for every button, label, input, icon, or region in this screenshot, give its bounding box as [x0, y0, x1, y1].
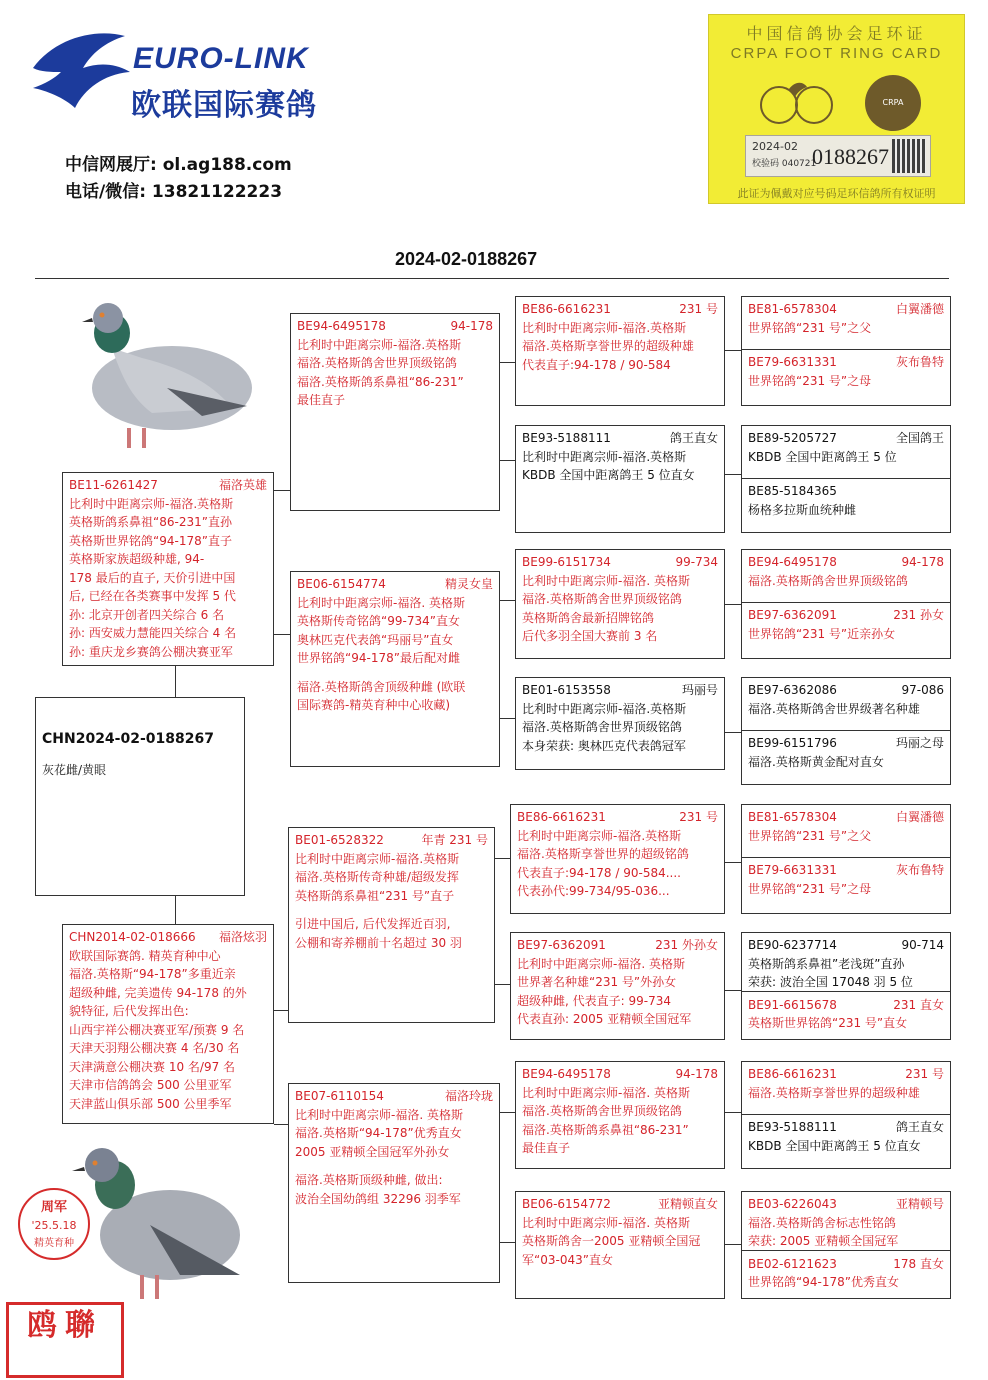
ring-number-box [745, 135, 931, 177]
ancestor-name: 灰布鲁特 [895, 863, 944, 877]
ancestor-note: 引进中国后, 后代发挥近百羽, [295, 917, 451, 931]
ancestor-line: 世界铭鸽“94-178”优秀直女 [748, 1275, 899, 1289]
ancestor-ring: BE99-6151734 [522, 555, 611, 569]
stamp-label: 精英育种 [34, 1238, 74, 1249]
ancestor-line: 超级种雌, 代表直子: 99-734 [517, 993, 671, 1008]
ancestor-line: 代表直子:94-178 / 90-584.... [517, 865, 681, 880]
ancestor-line: 世界铭鸽“94-178”最后配对雌 [297, 651, 460, 665]
ancestor-line: 福洛.英格斯传奇种雄/超级发挥 [295, 870, 459, 884]
ancestor-name: 白翼潘德 [895, 810, 944, 824]
connector [725, 862, 741, 863]
red-seal: 鸥聯 [6, 1302, 124, 1378]
ancestor-line: 代表直子:94-178 / 90-584 [522, 357, 671, 372]
gen4-pair-box [741, 549, 951, 659]
ancestor-name: 97-086 [901, 683, 944, 697]
qr-code-icon [892, 139, 926, 173]
ancestor-name: 福洛玲珑 [444, 1089, 493, 1103]
connector [725, 350, 741, 351]
ancestor-name: 玛丽之母 [895, 736, 944, 750]
connector [274, 1124, 288, 1125]
dam-line: 天津市信鸽鸽会 500 公里亚军 [69, 1078, 232, 1092]
ancestor-note: 福洛.英格斯鸽舍顶级种雌 (欧联 [297, 679, 466, 694]
ancestor-line: 比利时中距离宗师-福洛.英格斯 [522, 701, 687, 716]
connector [725, 474, 741, 475]
ancestor-line: 荣获: 2005 亚精顿全国冠军 [748, 1234, 899, 1248]
ancestor-name: 亚精顿号 [895, 1197, 944, 1211]
ancestor-name: 年青 231 号 [421, 833, 488, 847]
ancestor-line: 比利时中距离宗师-福洛.英格斯 [297, 337, 462, 352]
dam-line: 欧联国际赛鸽. 精英育种中心 [69, 948, 221, 963]
ancestor-line: 本身荣获: 奥林匹克代表鸽冠军 [522, 738, 686, 753]
dam-line: 山西宇祥公棚决赛亚军/预赛 9 名 [69, 1022, 245, 1037]
connector [725, 1112, 741, 1113]
ancestor-line: 福洛.英格斯鸽舍标志性铭鸽 [748, 1215, 896, 1230]
ancestor-ring: BE91-6615678 [748, 997, 837, 1012]
ancestor-ring: BE81-6578304 [748, 302, 837, 316]
great-grandparent-box [510, 804, 725, 914]
sire-box [62, 472, 274, 666]
ancestor-name: 精灵女皇 [444, 577, 493, 591]
ancestor-name: 231 直女 [893, 997, 944, 1012]
ancestor-name: 231 号 [905, 1067, 944, 1081]
ancestor-ring: BE81-6578304 [748, 810, 837, 824]
ancestor-line: 比利时中距离宗师-福洛.英格斯 [517, 828, 682, 843]
ancestor-line: 比利时中距离宗师-福洛. 英格斯 [522, 1215, 690, 1230]
ancestor-line: 英格斯鸽系鼻祖“231 号”直子 [295, 888, 455, 903]
ancestor-line: 英格斯鸽系鼻祖”老浅斑”直孙 [748, 956, 905, 971]
grandparent-box [288, 827, 495, 1023]
ancestor-line: 英格斯鸽舍一2005 亚精顿全国冠 [522, 1234, 701, 1248]
pair-divider [742, 1250, 950, 1251]
ancestor-name: 94-178 [901, 555, 944, 569]
connector [495, 984, 510, 985]
great-grandparent-box [515, 677, 725, 770]
ancestor-line: 福洛.英格斯享誉世界的超级种雄 [522, 339, 694, 353]
ancestor-line: 福洛.英格斯鸽舍世界顶级铭鸽 [522, 720, 682, 734]
great-grandparent-box [515, 296, 725, 406]
ring-card-footer: 此证为佩戴对应号码足环信鸽所有权证明 [737, 187, 936, 200]
ancestor-line: 奥林匹克代表鸽“玛丽号”直女 [297, 632, 454, 647]
ancestor-name: 玛丽号 [681, 683, 718, 697]
brand-name-cn: 欧联国际赛鸽 [131, 88, 317, 123]
grandparent-box [288, 1083, 500, 1283]
ancestor-ring: BE97-6362086 [748, 683, 837, 697]
globe-icon [759, 79, 834, 129]
sire-name: 福洛英雄 [218, 478, 267, 492]
sire-line: 英格斯世界铭鸽“94-178”直子 [69, 533, 232, 548]
ancestor-line: 福洛.英格斯鸽舍世界顶级铭鸽 [522, 1104, 682, 1118]
connector [175, 896, 176, 924]
pair-divider [742, 730, 950, 731]
connector [500, 600, 515, 601]
ancestor-name: 94-178 [450, 319, 493, 333]
pair-divider [742, 1114, 950, 1115]
ancestor-name: 231 外孙女 [655, 938, 718, 952]
ancestor-note: 福洛.英格斯顶级种雌, 做出: [295, 1173, 443, 1187]
ancestor-ring: BE06-6154772 [522, 1197, 611, 1211]
ancestor-ring: BE89-5205727 [748, 431, 837, 445]
sire-ring: BE11-6261427 [69, 478, 158, 492]
dam-line: 福洛.英格斯“94-178”多重近亲 [69, 967, 236, 981]
ancestor-name: 全国鸽王 [895, 431, 944, 445]
ancestor-line: 比利时中距离宗师-福洛. 英格斯 [522, 1085, 690, 1100]
connector [495, 858, 510, 859]
dam-ring: CHN2014-02-018666 [69, 930, 196, 944]
great-grandparent-box [515, 1061, 725, 1169]
dam-line: 天津蓝山俱乐部 500 公里季军 [69, 1096, 232, 1111]
dam-line: 天津满意公棚决赛 10 名/97 名 [69, 1059, 236, 1074]
connector [500, 362, 515, 363]
ancestor-ring: BE99-6151796 [748, 736, 837, 750]
dam-header [69, 928, 267, 947]
ancestor-line: 福洛.英格斯享誉世界的超级种雄 [748, 1085, 920, 1100]
gen4-pair-box [741, 1191, 951, 1299]
ancestor-name: 178 直女 [893, 1256, 944, 1271]
gen4-pair-box [741, 677, 951, 785]
pair-divider [742, 602, 950, 603]
pair-divider [742, 857, 950, 858]
ring-card-number: 0188267 [812, 144, 889, 169]
pair-divider [742, 478, 950, 479]
brand-name-en: EURO-LINK [133, 42, 309, 75]
ancestor-ring: BE94-6495178 [522, 1067, 611, 1081]
ancestor-note: 国际赛鸽-精英育种中心收藏) [297, 698, 451, 712]
ancestor-line: 比利时中距离宗师-福洛. 英格斯 [517, 956, 685, 971]
sire-line: 后, 已经在各类赛事中发挥 5 代 [69, 589, 236, 603]
dam-name: 福洛炫羽 [218, 930, 267, 944]
sire-line: 孙: 重庆龙乡赛鸽公棚决赛亚军 [69, 644, 233, 659]
subject-description: 灰花雌/黄眼 [42, 763, 107, 777]
ring-card-title-en: CRPA FOOT RING CARD [730, 45, 943, 62]
sire-line: 英格斯家族超级种雄, 94- [69, 552, 205, 566]
brand-logo [25, 28, 370, 123]
ring-card-date: 2024-02 [752, 140, 798, 153]
gen4-pair-box [741, 296, 951, 406]
ancestor-ring: BE86-6616231 [522, 302, 611, 316]
ancestor-line: KBDB 全国中距离鸽王 5 位直女 [748, 1138, 921, 1153]
ancestor-note: 波治全国幼鸽组 32296 羽季军 [295, 1191, 461, 1206]
connector [725, 990, 741, 991]
ancestor-line: 杨格多拉斯血统种雌 [748, 502, 857, 517]
ancestor-line: KBDB 全国中距离鸽王 5 位 [748, 449, 897, 464]
ancestor-ring: BE02-6121623 [748, 1256, 837, 1271]
dam-line: 天津天羽翔公棚决赛 4 名/30 名 [69, 1041, 240, 1055]
ancestor-name: 90-714 [901, 938, 944, 952]
ancestor-ring: BE93-5188111 [748, 1120, 837, 1134]
sire-header [69, 476, 267, 495]
sire-line: 孙: 北京开创者四关综合 6 名 [69, 607, 225, 622]
ancestor-line: 最佳直子 [297, 393, 346, 407]
connector [175, 665, 176, 697]
connector [725, 604, 741, 605]
ancestor-line: 世界铭鸽“231 号”之父 [748, 320, 872, 335]
pigeon-logo-icon [25, 28, 135, 123]
date-stamp [18, 1188, 90, 1260]
great-grandparent-box [515, 1191, 725, 1299]
connector [274, 1010, 288, 1011]
ancestor-line: 代表孙代:99-734/95-036... [517, 884, 670, 898]
great-grandparent-box [515, 549, 725, 659]
ancestor-line: 世界著名种雄“231 号”外孙女 [517, 975, 677, 989]
ancestor-line: 福洛.英格斯“94-178”优秀直女 [295, 1126, 462, 1140]
ancestor-ring: BE07-6110154 [295, 1089, 384, 1103]
crpa-seal: CRPA [865, 75, 921, 131]
ancestor-name: 231 孙女 [893, 608, 944, 622]
ancestor-line: 福洛.英格斯鸽舍世界顶级铭鸽 [522, 592, 682, 606]
ancestor-ring: BE97-6362091 [517, 938, 606, 952]
sire-line: 孙: 西安威力慧能四关综合 4 名 [69, 626, 237, 640]
connector [725, 1244, 741, 1245]
gen4-pair-box [741, 425, 951, 533]
pigeon-photo-top [72, 288, 262, 463]
ancestor-line: 福洛.英格斯鸽舍世界级著名种雄 [748, 701, 920, 716]
ancestor-ring: BE01-6153558 [522, 683, 611, 697]
ancestor-name: 灰布鲁特 [895, 355, 944, 369]
ancestor-line: 世界铭鸽“231 号”之父 [748, 828, 872, 843]
ancestor-ring: BE85-5184365 [748, 484, 837, 498]
ancestor-line: 世界铭鸽“231 号”之母 [748, 881, 872, 896]
ancestor-name: 94-178 [675, 1067, 718, 1081]
ring-card-title: 中国信鸽协会足环证 [746, 24, 927, 43]
ancestor-note: 公棚和寄养棚前十名超过 30 羽 [295, 935, 462, 950]
ancestor-line: 比利时中距离宗师-福洛.英格斯 [295, 851, 460, 866]
ancestor-line: 世界铭鸽“231 号”近亲孙女 [748, 626, 896, 641]
ancestor-ring: BE06-6154774 [297, 577, 386, 591]
ancestor-line: 荣获: 波治全国 17048 羽 5 位 [748, 975, 913, 989]
ancestor-line: 福洛.英格斯黄金配对直女 [748, 754, 884, 769]
ancestor-name: 231 号 [679, 302, 718, 316]
ancestor-line: 福洛.英格斯鸽系鼻祖“86-231” [297, 374, 464, 389]
gen4-pair-box [741, 1061, 951, 1169]
ancestor-line: 比利时中距离宗师-福洛. 英格斯 [522, 573, 690, 588]
ancestor-line: 福洛.英格斯鸽舍世界顶级铭鸽 [297, 356, 457, 370]
ancestor-ring: BE94-6495178 [748, 555, 837, 569]
ancestor-line: 比利时中距离宗师-福洛. 英格斯 [295, 1107, 463, 1122]
grandparent-box [290, 571, 500, 767]
foot-ring-card [708, 14, 965, 204]
ancestor-line: 福洛.英格斯享誉世界的超级铭鸽 [517, 847, 689, 861]
ancestor-name: 白翼潘德 [895, 302, 944, 316]
connector [500, 1242, 515, 1243]
ancestor-ring: BE79-6631331 [748, 355, 837, 369]
ancestor-ring: BE86-6616231 [517, 810, 606, 824]
ancestor-line: 2005 亚精顿全国冠军外孙女 [295, 1144, 450, 1159]
ancestor-line: 福洛.英格斯鸽舍世界顶级铭鸽 [748, 573, 908, 588]
ancestor-line: 福洛.英格斯鸽系鼻祖“86-231” [522, 1122, 689, 1137]
ancestor-name: 231 号 [679, 810, 718, 824]
ancestor-line: 最佳直子 [522, 1141, 571, 1155]
ancestor-line: 比利时中距离宗师-福洛.英格斯 [522, 320, 687, 335]
stamp-date: '25.5.18 [31, 1219, 77, 1232]
dam-line: 貌特征, 后代发挥出色: [69, 1004, 189, 1018]
ancestor-line: 代表直孙: 2005 亚精顿全国冠军 [517, 1012, 692, 1026]
gen4-pair-box [741, 804, 951, 914]
pair-divider [742, 991, 950, 992]
ancestor-ring: BE86-6616231 [748, 1067, 837, 1081]
ancestor-line: 英格斯传奇铭鸽“99-734”直女 [297, 614, 460, 628]
ancestor-line: 比利时中距离宗师-福洛. 英格斯 [297, 595, 465, 610]
stamp-name: 周军 [40, 1200, 67, 1215]
dam-line: 超级种雌, 完美遗传 94-178 的外 [69, 985, 247, 1000]
pedigree-number: 2024-02-0188267 [395, 249, 538, 269]
ancestor-name: 鸽王直女 [895, 1120, 944, 1134]
ancestor-line: 军“03-043”直女 [522, 1252, 613, 1267]
great-grandparent-box [510, 932, 725, 1040]
ring-card-code: 校验码 040721 [752, 159, 817, 169]
ancestor-ring: BE01-6528322 [295, 833, 384, 847]
ancestor-line: KBDB 全国中距离鸽王 5 位直女 [522, 468, 695, 482]
sire-line: 178 最后的直子, 天价引进中国 [69, 570, 236, 585]
gen4-pair-box [741, 932, 951, 1040]
connector [500, 1112, 515, 1113]
ancestor-ring: BE94-6495178 [297, 319, 386, 333]
ancestor-ring: BE97-6362091 [748, 608, 837, 622]
connector [725, 732, 741, 733]
ancestor-ring: BE90-6237714 [748, 938, 837, 952]
ancestor-line: 比利时中距离宗师-福洛.英格斯 [522, 449, 687, 464]
subject-ring: CHN2024-02-0188267 [42, 731, 214, 747]
connector [500, 718, 515, 719]
ancestor-name: 亚精顿直女 [657, 1197, 718, 1211]
pair-divider [742, 349, 950, 350]
contact-phone: 电话/微信: 13821122223 [65, 182, 283, 202]
ancestor-ring: BE79-6631331 [748, 863, 837, 877]
ancestor-ring: BE93-5188111 [522, 431, 611, 445]
connector [500, 460, 515, 461]
dam-box [62, 924, 274, 1124]
sire-line: 英格斯鸽系鼻祖“86-231”直孙 [69, 515, 232, 529]
ancestor-ring: BE03-6226043 [748, 1197, 837, 1211]
grandparent-box [290, 313, 500, 511]
ancestor-line: 后代多羽全国大赛前 3 名 [522, 629, 658, 643]
ancestor-line: 世界铭鸽“231 号”之母 [748, 373, 872, 388]
ancestor-line: 英格斯世界铭鸽“231 号”直女 [748, 1016, 908, 1030]
title-divider [35, 278, 949, 279]
contact-site: 中信网展厅: ol.ag188.com [65, 155, 292, 175]
subject-box [35, 697, 245, 896]
ancestor-line: 英格斯鸽舍最新招牌铭鸽 [522, 610, 655, 625]
ancestor-name: 99-734 [675, 555, 718, 569]
ancestor-name: 鸽王直女 [669, 431, 718, 445]
sire-line: 比利时中距离宗师-福洛.英格斯 [69, 496, 234, 511]
great-grandparent-box [515, 425, 725, 533]
